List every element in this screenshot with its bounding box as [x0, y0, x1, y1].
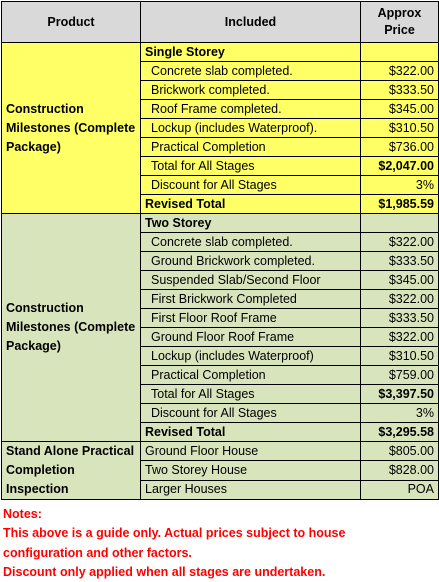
item-price: $310.50: [361, 119, 439, 138]
item-price: $828.00: [361, 461, 439, 480]
revised-value: $3,295.58: [361, 423, 439, 442]
revised-value: $1,985.59: [361, 195, 439, 214]
item-price: $805.00: [361, 442, 439, 461]
item-price: $345.00: [361, 100, 439, 119]
item-price: $333.50: [361, 309, 439, 328]
item-price: $345.00: [361, 271, 439, 290]
header-product: Product: [2, 2, 141, 43]
discount-label: Discount for All Stages: [141, 404, 361, 423]
item-label: Ground Brickwork completed.: [141, 252, 361, 271]
header-price: Approx Price: [361, 2, 439, 43]
item-label: Lockup (includes Waterproof).: [141, 119, 361, 138]
item-price: POA: [361, 480, 439, 499]
item-price: $322.00: [361, 233, 439, 252]
notes-line: configuration and other factors.: [3, 545, 192, 560]
header-included: Included: [141, 2, 361, 43]
price-table: [1, 1, 439, 500]
item-label: Lockup (includes Waterproof): [141, 347, 361, 366]
table-row: [2, 442, 439, 461]
total-value: $3,397.50: [361, 385, 439, 404]
item-price: $310.50: [361, 347, 439, 366]
section3-product: Stand Alone Practical Completion Inspection: [2, 442, 141, 500]
revised-label: Revised Total: [141, 195, 361, 214]
item-label: Brickwork completed.: [141, 81, 361, 100]
item-label: Roof Frame completed.: [141, 100, 361, 119]
item-label: Suspended Slab/Second Floor: [141, 271, 361, 290]
discount-value: 3%: [361, 404, 439, 423]
section2-title: Two Storey: [141, 214, 361, 233]
item-label: Two Storey House: [141, 461, 361, 480]
notes-line: Discount only applied when all stages are undertaken.: [3, 564, 326, 579]
total-label: Total for All Stages: [141, 157, 361, 176]
item-price: $759.00: [361, 366, 439, 385]
item-label: Concrete slab completed.: [141, 62, 361, 81]
item-price: $333.50: [361, 81, 439, 100]
item-price: $736.00: [361, 138, 439, 157]
item-label: First Brickwork Completed: [141, 290, 361, 309]
item-label: Larger Houses: [141, 480, 361, 499]
section2-product: Construction Milestones (Complete Package): [2, 214, 141, 442]
revised-label: Revised Total: [141, 423, 361, 442]
empty-cell: [361, 43, 439, 62]
notes-line: This above is a guide only. Actual prices subject to house: [3, 526, 346, 541]
section1-title-row: [2, 43, 439, 62]
item-price: $322.00: [361, 328, 439, 347]
discount-value: 3%: [361, 176, 439, 195]
item-price: $322.00: [361, 290, 439, 309]
item-price: $333.50: [361, 252, 439, 271]
section1-product: Construction Milestones (Complete Package): [2, 43, 141, 214]
notes-title: Notes:: [3, 507, 42, 521]
section2-title-row: [2, 214, 439, 233]
discount-label: Discount for All Stages: [141, 176, 361, 195]
item-label: Ground Floor House: [141, 442, 361, 461]
item-label: Concrete slab completed.: [141, 233, 361, 252]
section1-title: Single Storey: [141, 43, 361, 62]
item-label: First Floor Roof Frame: [141, 309, 361, 328]
item-label: Practical Completion: [141, 138, 361, 157]
item-label: Ground Floor Roof Frame: [141, 328, 361, 347]
total-value: $2,047.00: [361, 157, 439, 176]
notes-block: [3, 505, 345, 582]
total-label: Total for All Stages: [141, 385, 361, 404]
item-label: Practical Completion: [141, 366, 361, 385]
empty-cell: [361, 214, 439, 233]
item-price: $322.00: [361, 62, 439, 81]
table-header-row: [2, 2, 439, 43]
